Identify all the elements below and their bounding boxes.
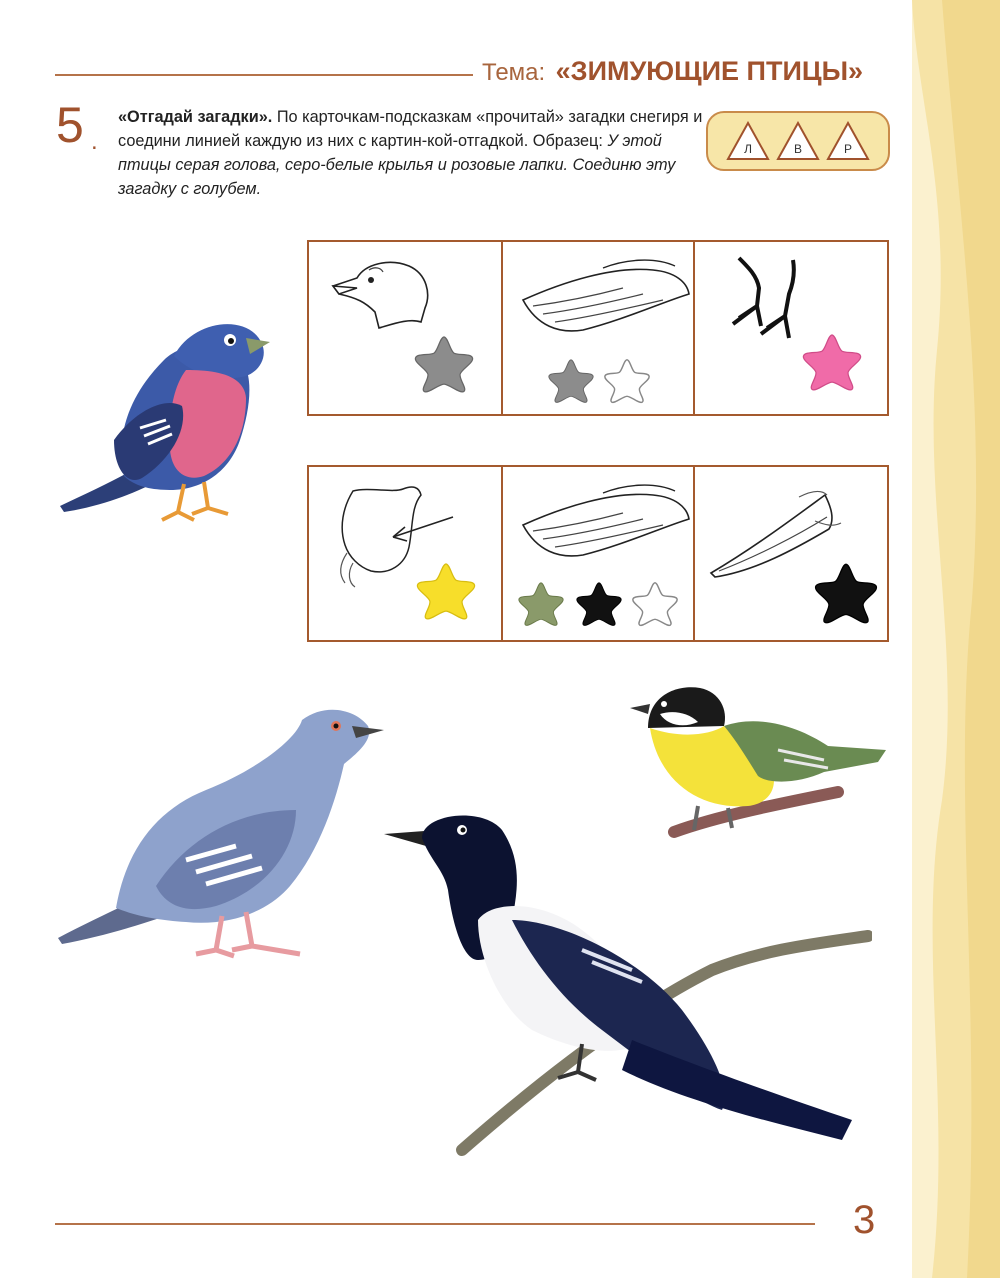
star-yellow xyxy=(415,559,477,621)
footer-rule xyxy=(55,1223,815,1225)
star-black xyxy=(813,559,879,625)
skill-label: В xyxy=(793,142,803,156)
skill-triangle-l xyxy=(726,121,770,161)
header-rule xyxy=(55,74,473,76)
bullfinch-illustration xyxy=(54,300,274,530)
pigeon-illustration xyxy=(56,700,388,970)
decorative-stripe xyxy=(912,0,1000,1278)
task-text: По карточкам-подсказкам «прочитай» загадки снегиря и соедини линией каждую из них с картин-кой-отгадкой. Образец: xyxy=(118,108,703,150)
task-number: 5 xyxy=(56,97,84,153)
magpie-illustration xyxy=(382,810,872,1160)
card-head[interactable] xyxy=(309,242,501,414)
card-wing[interactable] xyxy=(501,467,695,640)
card-tail[interactable] xyxy=(693,467,887,640)
header-prefix: Тема: xyxy=(482,59,546,86)
star-olive xyxy=(517,579,565,627)
page-number: 3 xyxy=(853,1198,876,1242)
star-white xyxy=(603,356,651,404)
card-breast[interactable] xyxy=(309,467,501,640)
card-wing[interactable] xyxy=(501,242,695,414)
wing-icon xyxy=(503,242,695,414)
task-instruction xyxy=(118,105,708,201)
task-title: «Отгадай загадки». xyxy=(118,108,273,126)
star-black xyxy=(575,579,623,627)
skill-label: Р xyxy=(843,142,853,156)
task-example: У этой птицы серая голова, серо-белые крылья и розовые лапки. Соединю эту загадку с голубем. xyxy=(118,132,676,198)
card-legs[interactable] xyxy=(693,242,887,414)
header-topic: «ЗИМУЮЩИЕ ПТИЦЫ» xyxy=(555,56,864,86)
star-grey xyxy=(413,332,475,394)
page-header xyxy=(482,56,863,87)
task-number-dot: . xyxy=(91,128,98,155)
riddle-cards-1 xyxy=(307,240,889,416)
skill-label: Л xyxy=(744,142,752,156)
star-pink xyxy=(801,330,863,392)
skill-triangle-v xyxy=(776,121,820,161)
skill-triangle-r xyxy=(826,121,870,161)
riddle-cards-2 xyxy=(307,465,889,642)
star-white xyxy=(631,579,679,627)
skills-badge xyxy=(706,111,890,171)
star-grey xyxy=(547,356,595,404)
